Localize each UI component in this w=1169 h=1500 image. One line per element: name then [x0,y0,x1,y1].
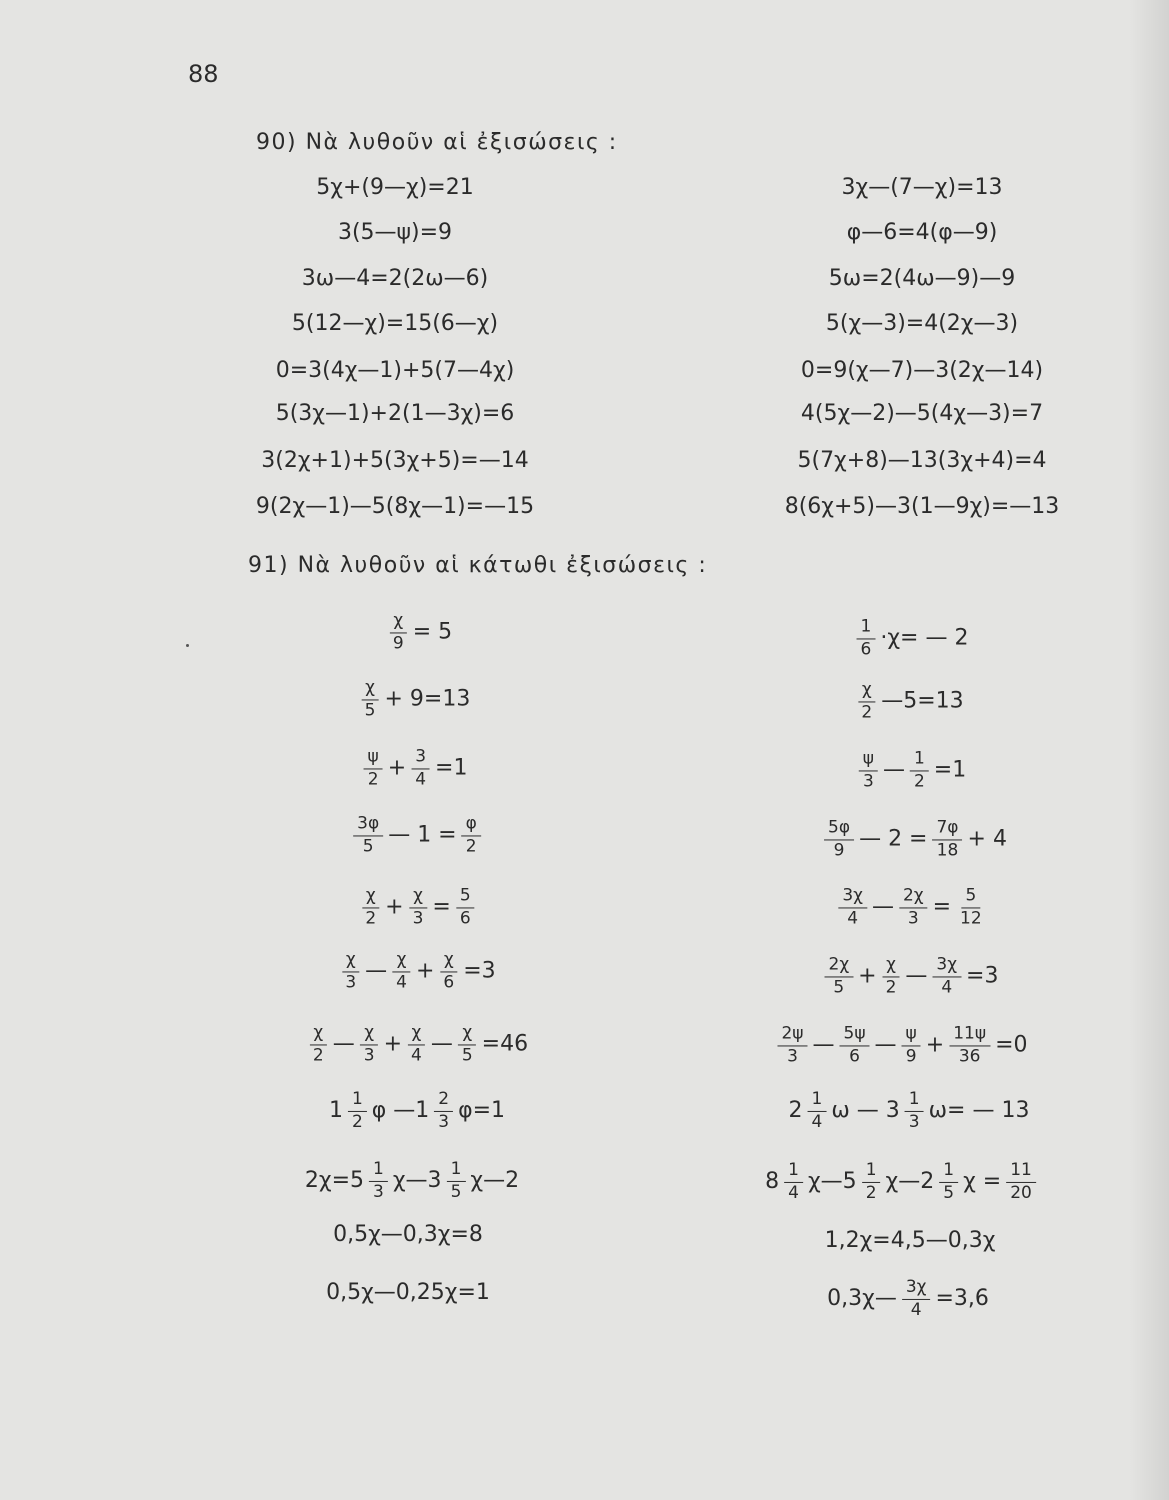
fraction [882,955,901,997]
fraction [862,1161,881,1203]
fraction-denominator: 2 [312,1045,324,1065]
fraction [825,955,854,997]
fraction-numerator: 1 [910,749,929,771]
fraction-denominator: 18 [936,840,959,860]
fraction-denominator: 4 [847,908,859,928]
fraction-numerator: 11 [1006,1161,1036,1183]
equation-text: 1,2χ=4,5—0,3χ [824,1228,996,1253]
fraction-numerator: 7φ [932,818,962,840]
fraction-denominator: 4 [811,1111,823,1132]
equation-row [854,617,971,659]
equation-text: 2χ=5 [304,1168,365,1193]
equation-row [789,1090,1032,1132]
equation-row [386,611,454,653]
equation-text: ·χ= — 2 [880,625,969,651]
equation-row [306,1023,530,1065]
fraction [902,1278,931,1320]
fraction [407,1023,426,1065]
equation-row [765,1161,1039,1203]
equation-text: + [925,1032,945,1058]
fraction [389,611,408,653]
equation-91-right-4 [821,815,1009,860]
fraction-denominator: 6 [860,639,872,659]
fraction-numerator: 2χ [899,886,928,908]
equation-91-right-2 [854,677,965,722]
fraction [447,1160,466,1202]
equation-91-right-11 [825,1278,991,1320]
fraction-numerator: 5 [961,886,980,908]
fraction-denominator: 3 [862,771,874,791]
equation-91-right-7 [774,1021,1029,1066]
fraction-numerator: 1 [447,1160,466,1182]
equation-text: — [874,1032,897,1058]
fraction [899,886,928,928]
equation-row [825,1278,991,1320]
equation-row [303,1160,521,1202]
equation-91-left-11 [324,1282,492,1304]
equation-text: + [383,1031,402,1057]
fraction [348,1090,367,1132]
equation-91-left-7 [306,1020,530,1065]
exercise-90-heading: 90) Νὰ λυθοῦν αἱ ἐξισώσεις : [256,130,618,155]
fraction-numerator: 5φ [824,818,854,840]
fraction-numerator: χ [858,680,876,702]
fraction-numerator: 2 [434,1090,453,1112]
fraction-denominator: 9 [905,1046,917,1066]
fraction [910,749,929,791]
fraction [341,950,360,992]
equation-text: — [332,1031,355,1057]
fraction [932,818,962,860]
equation-91-left-2 [358,675,473,720]
fraction-denominator: 5 [450,1181,462,1202]
fraction-denominator: 4 [415,769,427,789]
fraction-denominator: 4 [941,977,953,997]
equation-90-left-3: 3ω—4=2(2ω—6) [301,266,489,291]
fraction [392,950,411,992]
fraction [857,680,876,722]
equation-text: χ—5 [807,1169,857,1194]
equation-text: = 5 [412,619,453,645]
equation-90-right-4: 5(χ—3)=4(2χ—3) [825,311,1019,336]
equation-91-left-3 [361,744,470,789]
fraction [361,678,380,720]
equation-90-left-1: 5χ+(9—χ)=21 [316,175,474,200]
equation-row [358,678,473,720]
equation-91-right-8 [789,1090,1032,1132]
equation-90-right-6: 4(5χ—2)—5(4χ—3)=7 [800,401,1044,426]
equation-text: — 1 = [388,822,457,848]
equation-91-left-9 [303,1160,521,1202]
fraction-numerator: 1 [905,1090,924,1112]
equation-text: =1 [933,757,967,783]
fraction-denominator: 36 [958,1046,981,1066]
equation-text: χ = [963,1169,1002,1194]
fraction-denominator: 9 [833,840,845,860]
equation-90-right-5: 0=9(χ—7)—3(2χ—14) [800,358,1044,383]
equation-text: = [932,894,952,920]
equation-text: χ—2 [885,1169,935,1194]
equation-text: + 9=13 [384,686,471,712]
fraction-denominator: 20 [1010,1182,1032,1203]
equation-text: + [385,894,404,920]
equation-row [835,886,988,928]
fraction-denominator: 2 [351,1111,363,1132]
whole-number: 8 [765,1169,780,1194]
equation-row [774,1024,1029,1066]
fraction-denominator: 2 [913,771,925,791]
fraction-numerator: 3χ [902,1278,931,1300]
fraction-denominator: 5 [461,1045,473,1065]
fraction-denominator: 6 [443,972,455,992]
equation-text: φ —1 [371,1098,430,1123]
fraction-denominator: 2 [465,836,477,856]
fraction [309,1023,328,1065]
fraction-numerator: 1 [939,1161,958,1183]
fraction [857,617,876,659]
equation-91-left-6 [338,947,497,992]
equation-row [821,818,1009,860]
equation-text: =46 [481,1031,529,1057]
fraction [840,1024,870,1066]
fraction-numerator: χ [458,1023,476,1045]
fraction [939,1161,958,1203]
equation-row [350,814,484,856]
fraction-numerator: 1 [808,1090,827,1112]
fraction-denominator: 3 [373,1181,384,1202]
fraction [1006,1161,1036,1203]
equation-text: — [905,963,928,989]
whole-number: 2 [788,1098,803,1123]
fraction-numerator: 3φ [353,814,383,836]
equation-text: + [415,958,435,984]
fraction [364,747,383,789]
fraction-denominator: 5 [943,1182,955,1203]
equation-text: + [387,755,407,781]
fraction [956,886,986,928]
equation-91-right-10 [823,1230,998,1252]
fraction [859,749,878,791]
fraction-denominator: 2 [367,769,379,789]
fraction [777,1024,807,1066]
equation-90-right-8: 8(6χ+5)—3(1—9χ)=—13 [784,494,1060,519]
page-edge-shadow [1129,0,1169,1500]
fraction [932,955,961,997]
equation-91-right-9 [765,1161,1039,1203]
equation-90-right-7: 5(7χ+8)—13(3χ+4)=4 [797,448,1047,473]
equation-text: ω — 3 [831,1098,900,1123]
fraction-denominator: 3 [438,1111,450,1132]
equation-91-right-6 [822,952,1001,997]
fraction-numerator: χ [361,678,379,700]
equation-text: 0,5χ—0,3χ=8 [333,1222,483,1247]
equation-91-left-5 [358,883,477,928]
fraction-numerator: χ [393,950,411,972]
equation-90-left-7: 3(2χ+1)+5(3χ+5)=—14 [261,448,529,473]
fraction [353,814,383,856]
fraction-numerator: χ [342,950,360,972]
fraction-denominator: 3 [345,972,357,992]
equation-text: χ—3 [392,1168,442,1193]
equation-text: =0 [995,1032,1028,1058]
equation-90-right-3: 5ω=2(4ω—9)—9 [828,266,1016,291]
equation-90-left-4: 5(12—χ)=15(6—χ) [291,311,499,336]
equation-text: + 4 [967,826,1007,852]
equation-row [358,886,477,928]
equation-text: φ=1 [458,1098,506,1123]
equation-text: — [430,1031,453,1057]
fraction-numerator: χ [362,886,380,908]
fraction-denominator: 3 [787,1046,798,1066]
fraction-numerator: χ [440,950,458,972]
fraction-numerator: 1 [862,1161,881,1183]
fraction-numerator: χ [408,1023,426,1045]
fraction-numerator: χ [360,1023,378,1045]
equation-text: =1 [435,755,468,781]
fraction-denominator: 4 [910,1299,922,1320]
fraction-numerator: 3 [411,747,430,769]
fraction [902,1024,921,1066]
equation-text: 0,5χ—0,25χ=1 [326,1280,490,1305]
fraction-numerator: χ [882,955,900,977]
fraction-denominator: 12 [960,908,982,928]
page-number: 88 [188,60,219,88]
fraction-denominator: 3 [908,1111,920,1132]
fraction [369,1160,388,1202]
equation-text: =3,6 [935,1286,989,1311]
equation-row [822,955,1001,997]
fraction [409,886,428,928]
equation-90-right-2: φ—6=4(φ—9) [846,220,998,245]
fraction-denominator: 4 [411,1045,422,1065]
fraction-numerator: ψ [364,747,383,769]
equation-text: =3 [463,958,496,984]
equation-91-left-4 [350,811,484,856]
fraction-numerator: ψ [859,749,878,771]
equation-row [361,747,470,789]
fraction-denominator: 4 [396,972,407,992]
equation-91-left-8 [329,1090,507,1132]
fraction-numerator: 1 [857,617,876,639]
fraction-numerator: 3χ [838,886,867,908]
equation-row [329,1090,507,1132]
fraction-denominator: 9 [392,633,404,653]
fraction [808,1090,827,1132]
equation-91-right-1 [854,614,971,659]
fraction [434,1090,453,1132]
fraction [824,818,854,860]
fraction-denominator: 6 [849,1046,860,1066]
fraction [949,1024,990,1066]
fraction [784,1161,803,1203]
equation-text: —5=13 [881,688,964,714]
equation-text: — [365,958,388,984]
fraction-denominator: 3 [363,1045,375,1065]
equation-text: — [882,757,905,783]
equation-90-right-1: 3χ—(7—χ)=13 [841,175,1003,200]
fraction [905,1090,924,1132]
fraction-denominator: 2 [865,1182,877,1203]
fraction-numerator: 1 [348,1090,367,1112]
fraction [456,886,475,928]
fraction-numerator: 2χ [825,955,854,977]
fraction-numerator: χ [389,611,407,633]
equation-text: 0,3χ— [827,1286,897,1311]
fraction-numerator: ψ [902,1024,921,1046]
equation-row [823,1230,998,1252]
equation-row [338,950,497,992]
fraction-numerator: 5ψ [840,1024,870,1046]
fraction-numerator: φ [462,814,481,836]
fraction-denominator: 2 [885,977,897,997]
equation-text: χ—2 [470,1168,520,1193]
equation-row [331,1224,485,1246]
fraction [360,1023,379,1065]
fraction-denominator: 5 [362,836,374,856]
fraction-denominator: 6 [459,908,471,928]
fraction-numerator: 3χ [932,955,961,977]
equation-91-right-5 [835,883,988,928]
whole-number: 1 [328,1098,343,1123]
equation-91-right-3 [856,746,968,791]
exercise-91-heading: 91) Νὰ λυθοῦν αἱ κάτωθι ἐξισώσεις : [248,553,708,578]
equation-row [854,680,965,722]
equation-row [856,749,968,791]
equation-90-left-6: 5(3χ—1)+2(1—3χ)=6 [275,401,515,426]
equation-91-left-1 [386,608,454,653]
fraction-numerator: 2ψ [777,1024,807,1046]
fraction [411,747,430,789]
fraction-denominator: 5 [364,700,376,720]
fraction-denominator: 3 [412,908,424,928]
fraction-numerator: 11ψ [949,1024,990,1046]
equation-text: — [812,1032,835,1058]
equation-text: ω= — 13 [928,1098,1030,1123]
equation-text: — 2 = [859,826,928,852]
equation-90-left-5: 0=3(4χ—1)+5(7—4χ) [275,358,515,383]
fraction-denominator: 5 [833,977,845,997]
equation-text: =3 [966,963,999,989]
equation-row [324,1282,492,1304]
print-speck [186,644,189,647]
equation-91-left-10 [331,1224,485,1246]
fraction-numerator: 1 [369,1160,388,1182]
fraction-numerator: 1 [784,1161,803,1183]
fraction-denominator: 3 [907,908,919,928]
equation-90-left-8: 9(2χ—1)—5(8χ—1)=—15 [255,494,535,519]
fraction-numerator: 5 [456,886,475,908]
fraction-numerator: χ [309,1023,327,1045]
equation-text: — [871,894,894,920]
fraction [458,1023,477,1065]
fraction-denominator: 4 [788,1182,799,1203]
fraction [838,886,867,928]
fraction-denominator: 2 [365,908,377,928]
fraction [462,814,481,856]
equation-text: + [858,963,877,989]
fraction-numerator: χ [409,886,427,908]
equation-90-left-2: 3(5—ψ)=9 [337,220,453,245]
equation-text: = [432,894,451,920]
fraction-denominator: 2 [861,702,873,722]
fraction [439,950,458,992]
fraction [361,886,380,928]
